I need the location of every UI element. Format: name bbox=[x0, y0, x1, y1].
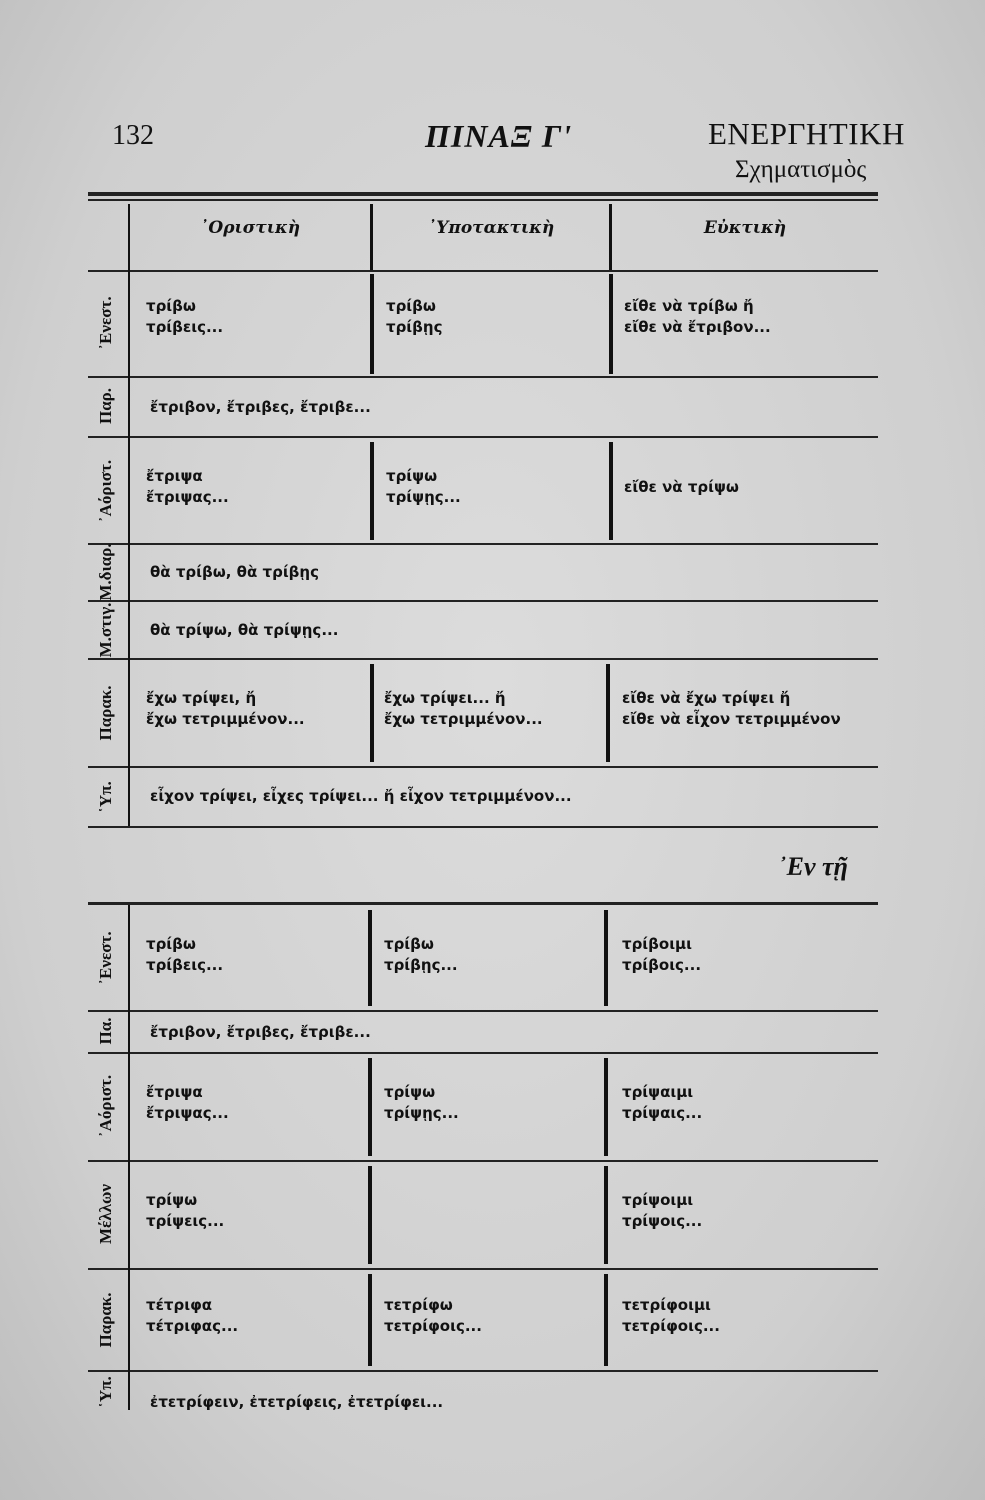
cell-line: εἴθε νὰ τρίβω ἤ bbox=[624, 297, 754, 315]
running-title: ΕΝΕΡΓΗΤΙΚΗ bbox=[708, 116, 905, 151]
cell-oristiki bbox=[146, 688, 305, 730]
column-divider bbox=[604, 1166, 608, 1264]
column-divider bbox=[604, 1274, 608, 1366]
cell-line: τετρίφοις... bbox=[622, 1317, 720, 1335]
cell-line: ἔτριψα bbox=[146, 1083, 203, 1101]
cell-efktiki bbox=[624, 296, 771, 338]
rule bbox=[88, 1268, 878, 1270]
cell-span: θὰ τρίψω, θὰ τρίψῃς... bbox=[150, 621, 339, 639]
row-label: ᾿Αόριστ. bbox=[96, 459, 115, 523]
cell-line: εἴθε νὰ τρίψω bbox=[624, 478, 739, 496]
row-label: Μ.στιγ. bbox=[96, 602, 115, 658]
rule bbox=[88, 826, 878, 828]
cell-line: τρίψοις... bbox=[622, 1212, 703, 1230]
cell-span: ἔτριβον, ἔτριβες, ἔτριβε... bbox=[150, 398, 371, 416]
column-divider bbox=[368, 910, 372, 1006]
cell-ypotaktiki bbox=[386, 296, 442, 338]
rule bbox=[88, 658, 878, 660]
cell-line: τέτριφας... bbox=[146, 1317, 239, 1335]
cell-line: τρίβῃς bbox=[386, 318, 443, 336]
cell-line: τετρίφοις... bbox=[384, 1317, 482, 1335]
rule bbox=[88, 436, 878, 438]
cell-ypotaktiki bbox=[384, 688, 543, 730]
column-divider bbox=[606, 664, 610, 762]
rule bbox=[88, 600, 878, 602]
cell-span: εἶχον τρίψει, εἶχες τρίψει... ἤ εἶχον τετριμμένον... bbox=[150, 787, 572, 805]
column-divider bbox=[370, 274, 374, 374]
column-header-oristiki: ᾿Οριστικὴ bbox=[199, 218, 301, 238]
column-divider bbox=[368, 1274, 372, 1366]
column-header-efktiki: Εὐκτικὴ bbox=[703, 218, 787, 238]
cell-ypotaktiki bbox=[386, 466, 461, 508]
cell-line: τρίψω bbox=[384, 1083, 436, 1101]
cell-ypotaktiki bbox=[384, 934, 458, 976]
cell-line: τετρίφω bbox=[384, 1296, 453, 1314]
cell-line: τρίψω bbox=[386, 467, 438, 485]
cell-line: τρίψω bbox=[146, 1191, 198, 1209]
column-divider bbox=[368, 1058, 372, 1156]
row-label: Παρακ. bbox=[96, 1292, 115, 1348]
page-number: 132 bbox=[112, 120, 154, 151]
cell-line: ἔχω τετριμμένον... bbox=[384, 710, 543, 728]
cell-line: ἔχω τρίψει... ἤ bbox=[384, 689, 506, 707]
row-label: Πα. bbox=[96, 1017, 115, 1045]
row-label: ᾿Ενεστ. bbox=[96, 296, 115, 350]
cell-line: τετρίφοιμι bbox=[622, 1296, 711, 1314]
row-label: Παρ. bbox=[96, 387, 115, 425]
section-heading: ᾿Εν τῇ bbox=[778, 852, 848, 881]
rule-top-double-b bbox=[88, 199, 878, 201]
cell-line: τρίβῃς... bbox=[384, 956, 458, 974]
cell-line: τρίβω bbox=[146, 935, 196, 953]
row-label: ῾Υπ. bbox=[96, 1376, 115, 1408]
column-header-ypotaktiki: ᾿Υποτακτικὴ bbox=[427, 218, 555, 238]
cell-efktiki bbox=[622, 1082, 702, 1124]
rule bbox=[88, 270, 878, 272]
cell-line: τρίψεις... bbox=[146, 1212, 225, 1230]
cell-oristiki bbox=[146, 1190, 224, 1232]
cell-ypotaktiki bbox=[384, 1295, 482, 1337]
cell-line: εἴθε νὰ ἔτριβον... bbox=[624, 318, 771, 336]
cell-oristiki bbox=[146, 934, 223, 976]
cell-line: τέτριφα bbox=[146, 1296, 213, 1314]
cell-line: τρίβοιμι bbox=[622, 935, 692, 953]
cell-line: ἔτριψα bbox=[146, 467, 203, 485]
rule bbox=[88, 543, 878, 545]
cell-ypotaktiki bbox=[384, 1082, 459, 1124]
rule bbox=[88, 376, 878, 378]
cell-line: τρίβω bbox=[384, 935, 434, 953]
cell-line: εἴθε νὰ ἔχω τρίψει ἤ bbox=[622, 689, 791, 707]
column-divider bbox=[370, 442, 374, 540]
rule-top-double-a bbox=[88, 192, 878, 196]
cell-line: τρίβεις... bbox=[146, 318, 224, 336]
row-label: Μ.διαρ. bbox=[96, 543, 115, 601]
rule bbox=[88, 1052, 878, 1054]
cell-efktiki bbox=[622, 1190, 702, 1232]
cell-line: τρίψῃς... bbox=[384, 1104, 459, 1122]
cell-line: τρίβω bbox=[386, 297, 436, 315]
cell-efktiki bbox=[622, 934, 701, 976]
rule bbox=[88, 1160, 878, 1162]
running-subtitle: Σχηματισμὸς bbox=[735, 156, 867, 183]
column-divider bbox=[604, 1058, 608, 1156]
cell-line: τρίψοιμι bbox=[622, 1191, 694, 1209]
row-label: Παρακ. bbox=[96, 685, 115, 741]
cell-efktiki bbox=[622, 688, 841, 730]
cell-oristiki bbox=[146, 296, 223, 338]
cell-line: εἴθε νὰ εἶχον τετριμμένον bbox=[622, 710, 841, 728]
cell-efktiki bbox=[624, 477, 739, 498]
label-column-divider bbox=[128, 905, 130, 1410]
cell-line: ἔχω τετριμμένον... bbox=[146, 710, 305, 728]
row-label: Μέλλων bbox=[96, 1183, 115, 1245]
cell-oristiki bbox=[146, 1082, 229, 1124]
cell-line: ἔχω τρίψει, ἤ bbox=[146, 689, 257, 707]
cell-span: θὰ τρίβω, θὰ τρίβῃς bbox=[150, 563, 319, 581]
cell-line: ἔτριψας... bbox=[146, 488, 229, 506]
label-column-divider bbox=[128, 204, 130, 826]
rule bbox=[88, 1010, 878, 1012]
rule bbox=[88, 1370, 878, 1372]
cell-span: ἐτετρίφειν, ἐτετρίφεις, ἐτετρίφει... bbox=[150, 1393, 444, 1411]
column-divider bbox=[604, 910, 608, 1006]
row-label: ᾿Αόριστ. bbox=[96, 1074, 115, 1138]
column-divider bbox=[609, 442, 613, 540]
cell-oristiki bbox=[146, 1295, 238, 1337]
cell-line: τρίβω bbox=[146, 297, 196, 315]
column-divider bbox=[609, 274, 613, 374]
rule bbox=[88, 902, 878, 905]
cell-line: τρίβοις... bbox=[622, 956, 702, 974]
column-divider bbox=[370, 664, 374, 762]
cell-line: τρίψαιμι bbox=[622, 1083, 694, 1101]
cell-efktiki bbox=[622, 1295, 720, 1337]
cell-line: τρίβεις... bbox=[146, 956, 224, 974]
cell-line: ἔτριψας... bbox=[146, 1104, 229, 1122]
cell-oristiki bbox=[146, 466, 229, 508]
row-label: ᾿Ενεστ. bbox=[96, 931, 115, 985]
column-divider bbox=[368, 1166, 372, 1264]
row-label: ῾Υπ. bbox=[96, 781, 115, 813]
cell-span: ἔτριβον, ἔτριβες, ἔτριβε... bbox=[150, 1023, 371, 1041]
cell-line: τρίψῃς... bbox=[386, 488, 461, 506]
cell-line: τρίψαις... bbox=[622, 1104, 703, 1122]
page-title: ΠΙΝΑΞ Γ' bbox=[425, 118, 573, 154]
rule bbox=[88, 766, 878, 768]
